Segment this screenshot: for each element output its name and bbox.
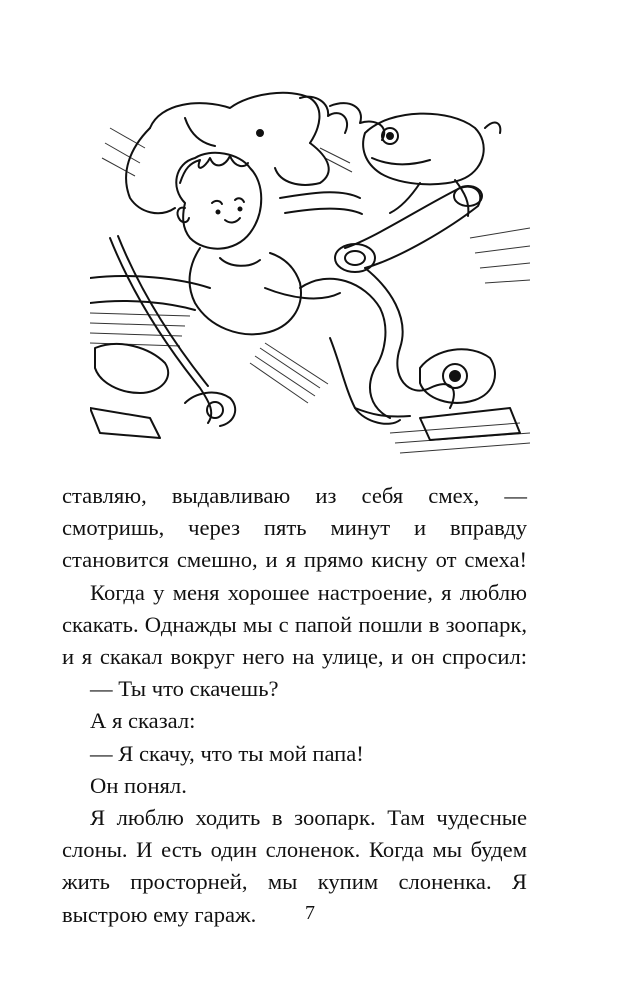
body-text	[62, 480, 527, 931]
paragraph-7: Я люблю ходить в зоопарк. Там чудесные слоны. И есть один слоненок. Когда мы будем жить просторней, мы купим слоненка. Я выстрою ему гараж.	[62, 805, 527, 927]
paragraph-4: А я сказал:	[90, 708, 196, 734]
illustration-drawing	[90, 88, 530, 460]
paragraph-3: — Ты что скачешь?	[90, 676, 279, 702]
boy-with-toys-illustration	[90, 88, 530, 460]
paragraph-6: Он понял.	[90, 772, 187, 798]
paragraph-5: — Я скачу, что ты мой папа!	[90, 740, 364, 766]
paragraph-1: ставляю, выдавливаю из себя смех, — смотришь, через пять минут и вправду становится смешно, и я прямо кисну от смеха!	[62, 483, 527, 573]
paragraph-2: Когда у меня хорошее настроение, я люблю скакать. Однажды мы с папой пошли в зоопарк, и я скакал вокруг него на улице, и он спросил:	[62, 579, 527, 670]
page-number: 7	[305, 902, 315, 924]
